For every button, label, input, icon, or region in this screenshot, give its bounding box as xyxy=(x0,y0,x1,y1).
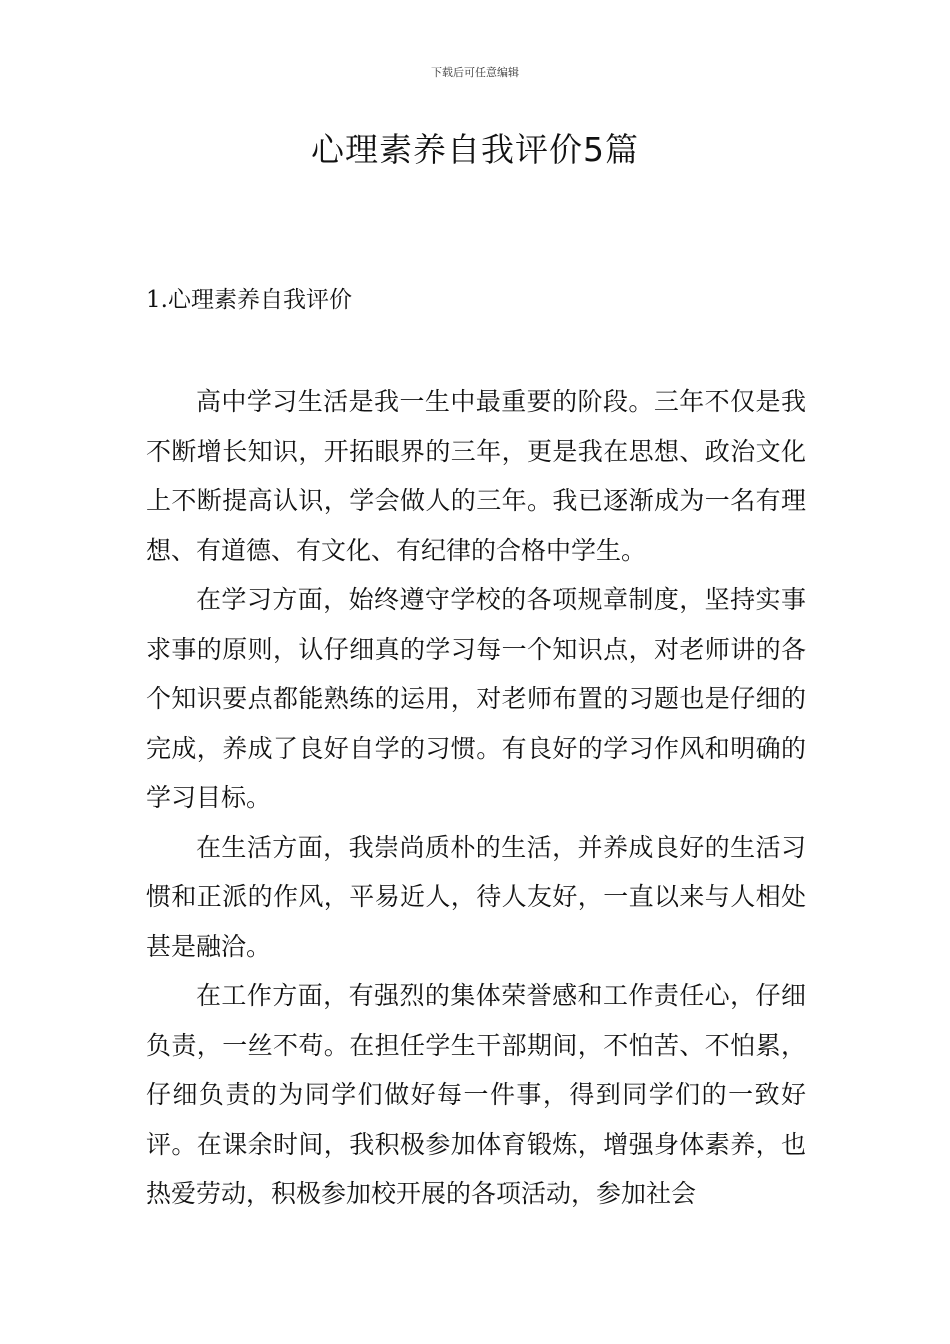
section-heading: 1.心理素养自我评价 xyxy=(146,287,352,313)
document-title: 心理素养自我评价5篇 xyxy=(311,130,639,169)
paragraph-4: 在工作方面，有强烈的集体荣誉感和工作责任心，仔细负责，一丝不苟。在担任学生干部期间，不怕苦、不怕累，仔细负责的为同学们做好每一件事，得到同学们的一致好评。在课余时间，我积极参加体育锻炼，增强身体素养，也热爱劳动，积极参加校开展的各项活动，参加社会 xyxy=(146,981,806,1208)
header-note: 下载后可任意编辑 xyxy=(431,66,519,79)
paragraph-2: 在学习方面，始终遵守学校的各项规章制度，坚持实事求事的原则，认仔细真的学习每一个知识点，对老师讲的各个知识要点都能熟练的运用，对老师布置的习题也是仔细的完成，养成了良好自学的习惯。有良好的学习作风和明确的学习目标。 xyxy=(146,585,806,812)
paragraph-1: 高中学习生活是我一生中最重要的阶段。三年不仅是我不断增长知识，开拓眼界的三年，更是我在思想、政治文化上不断提高认识，学会做人的三年。我已逐渐成为一名有理想、有道德、有文化、有纪律的合格中学生。 xyxy=(146,387,806,565)
body-text xyxy=(146,377,806,1219)
paragraph-3: 在生活方面，我崇尚质朴的生活，并养成良好的生活习惯和正派的作风，平易近人，待人友好，一直以来与人相处甚是融洽。 xyxy=(146,832,806,961)
